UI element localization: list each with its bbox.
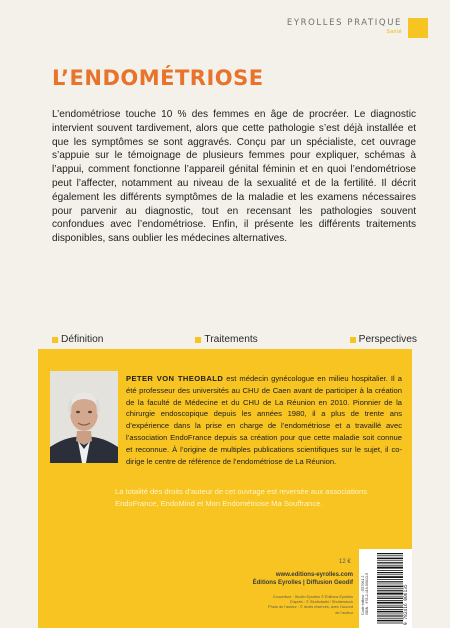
code-line: Code éditeur : G57061 2: [361, 575, 365, 615]
author-panel: [38, 349, 412, 628]
series-name: EYROLLES PRATIQUE: [286, 18, 402, 28]
keyword-label: Traitements: [204, 334, 258, 345]
book-codes: [361, 555, 369, 615]
code-line: ISBN : 978-2-416-00613-5: [365, 572, 370, 615]
rights-notice: La totalité des droits d’auteur de cet ouvrage est reversée aux associations EndoFrance, EndoMind et Mon Endométriose Ma Souffrance.: [115, 487, 368, 509]
isbn-digits: 9 782416 006135: [404, 584, 409, 625]
square-bullet-icon: [52, 337, 58, 343]
series-text: [287, 18, 402, 35]
keyword-item: [195, 334, 257, 345]
publisher-website: www.editions-eyrolles.com: [275, 572, 353, 578]
barcode-icon: [377, 553, 403, 625]
keyword-item: [52, 334, 103, 345]
credit-line: D’après : © Studiobalbi / Shutterstock: [289, 600, 353, 605]
barcode-area: [359, 549, 412, 628]
square-bullet-icon: [195, 337, 201, 343]
series-subtitle: Santé: [386, 29, 402, 35]
book-title: L’ENDOMÉTRIOSE: [52, 66, 264, 90]
credit-line: Photo de l’auteur : © droits réservés, avec l’accord de l’auteur: [268, 605, 353, 615]
keyword-item: [350, 334, 417, 345]
author-bio: [126, 373, 402, 467]
keyword-label: Perspectives: [358, 334, 417, 345]
back-cover-blurb: L’endométriose touche 10 % des femmes en âge de procréer. Le diagnostic intervient souvent tardivement, alors que cette pathologie s’est déjà installée et que les symptômes se sont aggravés. Conçu par un spécialiste, cet ouvrage s’appuie sur le témoignage de plusieurs femmes pour expliquer, schémas à l’appui, comment fonctionne l’appareil génital féminin et en quoi l’endométriose peut l’affecter, notamment au niveau de la sexualité et de la fertilité. Il décrit également les différents symptômes de la maladie et les examens nécessaires pour parvenir au diagnostic, tout en recensant les pathologies souvent confondues avec l’endométriose. Enfin, il présente les différents traitements disponibles, sans oublier les médecines alternatives.: [52, 109, 416, 245]
credit-line: Couverture : Studio Eyrolles © Éditions Eyrolles: [272, 595, 353, 599]
price: 12 €: [339, 559, 351, 565]
keyword-label: Définition: [61, 334, 104, 345]
publisher-line: Éditions Eyrolles | Diffusion Geodif: [252, 580, 353, 586]
author-name: PETER VON THEOBALD: [126, 374, 224, 383]
cover-credits: [263, 595, 353, 616]
square-bullet-icon: [350, 337, 356, 343]
author-bio-text: est médecin gynécologue en milieu hospitalier. Il a été professeur des universités au CHU de Caen avant de participer à la création de la faculté de Médecine et du CHU de La Réunion en 2010. Pionnier de la chirurgie endoscopique depuis les années 1980, il a plus de trente ans d’expérience dans la prise en charge de l’endométriose et a travaillé avec l’association EndoFrance depuis sa création pour que cette maladie soit connue et reconnue. À l’origine de multiples publications scientifiques sur le sujet, il co-dirige le centre de référence de l’endométriose de La Réunion.: [126, 374, 402, 466]
series-square-icon: [408, 18, 428, 38]
author-portrait-image: [50, 371, 118, 463]
keyword-row: [52, 334, 417, 345]
author-photo: [50, 371, 118, 463]
publisher-block: [228, 571, 353, 587]
series-header: [287, 18, 428, 38]
